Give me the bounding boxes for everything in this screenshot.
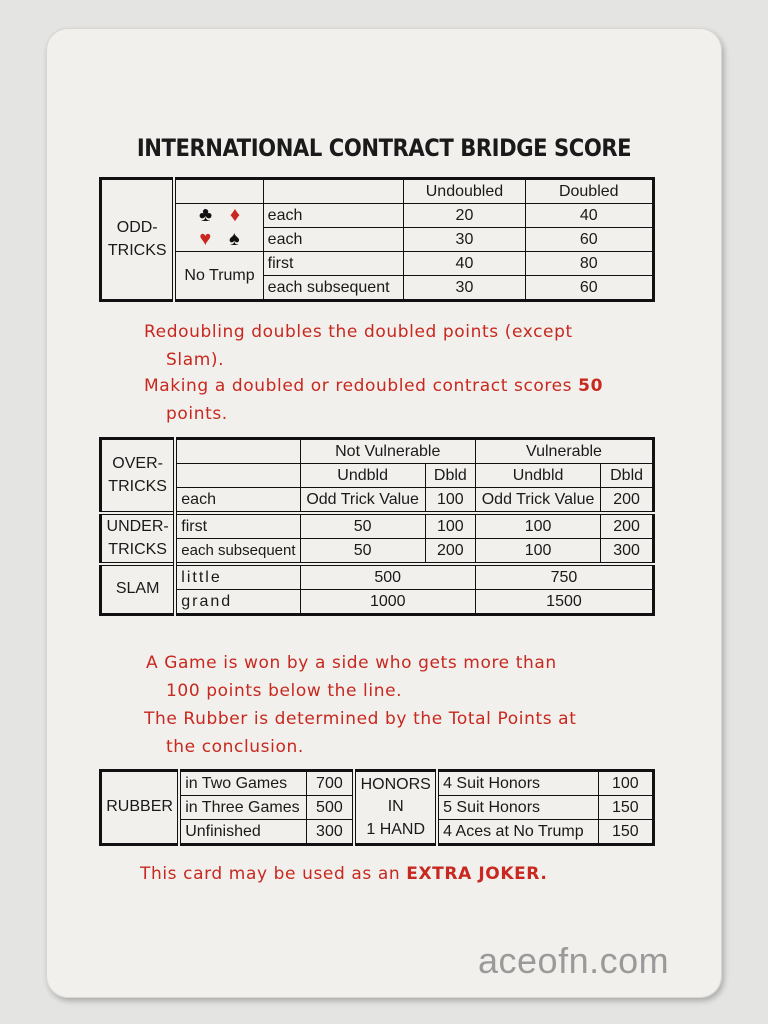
odd-row-desc: each — [263, 204, 404, 228]
no-trump-label: No Trump — [174, 252, 263, 301]
honors-label: HONORS IN 1 HAND — [354, 771, 437, 845]
under-row-desc: each subsequent — [175, 539, 300, 565]
honors-row-value: 150 — [598, 820, 653, 845]
note-making-doubled: Making a doubled or redoubled contract scores 50 points. — [144, 376, 604, 424]
over-nv-dbld: 100 — [425, 488, 475, 514]
odd-tricks-label: ODD- TRICKS — [101, 179, 175, 301]
odd-row-doubled: 40 — [525, 204, 654, 228]
rubber-row-value: 500 — [306, 796, 354, 820]
spades-icon: ♠ — [229, 227, 240, 250]
odd-row-undoubled: 20 — [404, 204, 525, 228]
honors-row-value: 100 — [598, 771, 653, 796]
clubs-icon: ♣ — [198, 204, 213, 227]
note-redoubling: Redoubling doubles the doubled points (except Slam). — [144, 322, 573, 370]
under-nv-dbld: 200 — [425, 539, 475, 565]
rubber-row-desc: in Three Games — [179, 796, 306, 820]
over-tricks-label: OVER- TRICKS — [101, 439, 176, 514]
col-doubled: Doubled — [525, 179, 654, 204]
v-undbld-header: Undbld — [475, 464, 600, 488]
slam-nv-value: 1000 — [300, 590, 475, 615]
under-tricks-label: UNDER- TRICKS — [101, 513, 176, 564]
note-rubber: The Rubber is determined by the Total Points at the conclusion. — [144, 709, 577, 757]
under-nv-undbld: 50 — [300, 539, 425, 565]
slam-row-desc: grand — [175, 590, 300, 615]
vulnerable-header: Vulnerable — [475, 439, 653, 464]
under-nv-undbld: 50 — [300, 513, 425, 539]
odd-row-doubled: 60 — [525, 276, 654, 301]
odd-row-doubled: 80 — [525, 252, 654, 276]
rubber-row-value: 300 — [306, 820, 354, 845]
diamonds-icon: ♦ — [229, 204, 241, 227]
under-v-dbld: 300 — [601, 539, 654, 565]
over-nv-undbld: Odd Trick Value — [300, 488, 425, 514]
honors-row-desc: 5 Suit Honors — [437, 796, 598, 820]
hearts-icon: ♥ — [199, 227, 212, 250]
nv-dbld-header: Dbld — [425, 464, 475, 488]
honors-row-desc: 4 Suit Honors — [437, 771, 598, 796]
rubber-row-desc: in Two Games — [179, 771, 306, 796]
rubber-row-desc: Unfinished — [179, 820, 306, 845]
over-v-dbld: 200 — [601, 488, 654, 514]
odd-row-doubled: 60 — [525, 228, 654, 252]
over-row-desc: each — [175, 488, 300, 514]
under-nv-dbld: 100 — [425, 513, 475, 539]
rubber-label: RUBBER — [101, 771, 180, 845]
rubber-row-value: 700 — [306, 771, 354, 796]
not-vulnerable-header: Not Vulnerable — [300, 439, 475, 464]
odd-row-undoubled: 30 — [404, 276, 525, 301]
note-game: A Game is won by a side who gets more than 100 points below the line. — [146, 653, 557, 701]
under-v-undbld: 100 — [475, 539, 600, 565]
honors-row-desc: 4 Aces at No Trump — [437, 820, 598, 845]
over-v-undbld: Odd Trick Value — [475, 488, 600, 514]
odd-row-undoubled: 40 — [404, 252, 525, 276]
odd-tricks-table — [99, 177, 655, 302]
odd-row-undoubled: 30 — [404, 228, 525, 252]
under-v-undbld: 100 — [475, 513, 600, 539]
slam-v-value: 1500 — [475, 590, 653, 615]
slam-v-value: 750 — [475, 564, 653, 590]
footer-joker-note: This card may be used as an EXTRA JOKER. — [140, 864, 548, 884]
rubber-honors-table — [99, 769, 655, 846]
odd-row-desc: each — [263, 228, 404, 252]
slam-row-desc: little — [175, 564, 300, 590]
over-under-slam-table — [99, 437, 655, 616]
card-title: INTERNATIONAL CONTRACT BRIDGE SCORE — [136, 134, 632, 162]
watermark: aceofn.com — [478, 940, 670, 981]
under-row-desc: first — [175, 513, 300, 539]
slam-label: SLAM — [101, 564, 176, 615]
col-undoubled: Undoubled — [404, 179, 525, 204]
honors-row-value: 150 — [598, 796, 653, 820]
slam-nv-value: 500 — [300, 564, 475, 590]
v-dbld-header: Dbld — [601, 464, 654, 488]
odd-row-desc: first — [263, 252, 404, 276]
under-v-dbld: 200 — [601, 513, 654, 539]
odd-row-desc: each subsequent — [263, 276, 404, 301]
nv-undbld-header: Undbld — [300, 464, 425, 488]
